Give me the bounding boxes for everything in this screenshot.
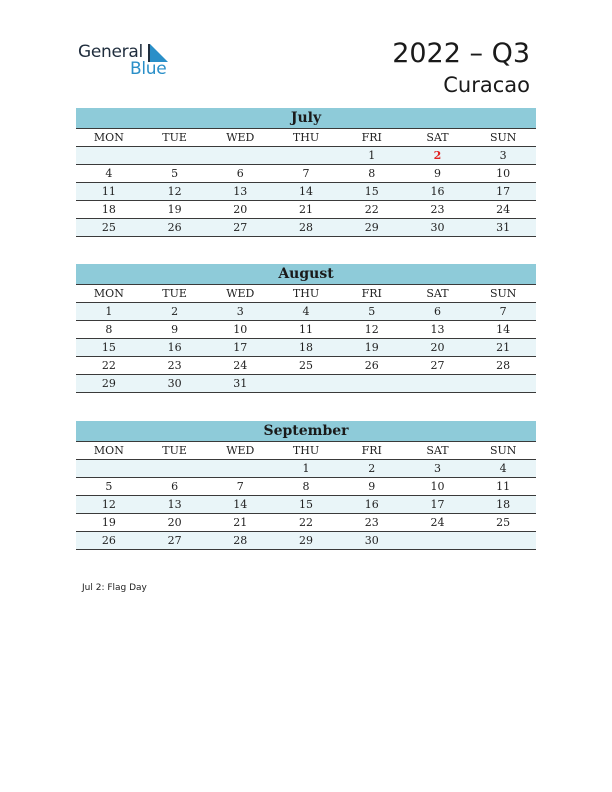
day-cell [470,532,536,549]
day-cell: 23 [364,516,379,529]
day-cell: 25 [496,516,511,529]
day-cell: 12 [167,185,182,198]
day-cell [273,147,339,164]
day-cell: 10 [496,167,511,180]
day-cell: 5 [105,480,113,493]
day-cell: 28 [299,221,314,234]
weeks-container [76,303,536,393]
day-cell [207,147,273,164]
day-cell: 1 [302,462,310,475]
weekday-label: SUN [489,131,517,144]
weekday-header-row [76,128,536,147]
day-cell: 22 [101,359,116,372]
day-cell: 13 [233,185,248,198]
day-cell: 12 [101,498,116,511]
weekday-label: SUN [489,287,517,300]
day-cell: 29 [101,377,116,390]
week-row [76,496,536,514]
day-cell: 21 [496,341,511,354]
weekday-label: SAT [426,131,449,144]
day-cell: 26 [364,359,379,372]
day-cell: 28 [233,534,248,547]
day-cell: 4 [105,167,113,180]
weekday-label: FRI [361,131,382,144]
logo-text-blue: Blue [130,59,167,79]
day-cell [470,375,536,392]
day-cell: 10 [233,323,248,336]
day-cell [273,375,339,392]
day-cell: 23 [430,203,445,216]
day-cell: 1 [368,149,376,162]
day-cell: 16 [430,185,445,198]
week-row [76,183,536,201]
month-september [76,421,536,550]
day-cell: 14 [299,185,314,198]
day-cell: 22 [299,516,314,529]
day-cell: 14 [233,498,248,511]
day-cell: 9 [368,480,376,493]
day-cell: 9 [171,323,179,336]
weekday-label: MON [93,287,124,300]
day-cell: 25 [299,359,314,372]
day-cell: 5 [171,167,179,180]
day-cell: 17 [233,341,248,354]
week-row [76,375,536,393]
day-cell: 8 [368,167,376,180]
day-cell: 23 [167,359,182,372]
day-cell: 27 [233,221,248,234]
day-cell: 11 [496,480,511,493]
day-cell: 18 [101,203,116,216]
week-row [76,201,536,219]
day-cell: 11 [299,323,314,336]
day-cell: 11 [101,185,116,198]
day-cell: 28 [496,359,511,372]
week-row [76,339,536,357]
day-cell: 8 [302,480,310,493]
month-august [76,264,536,393]
weekday-label: SUN [489,444,517,457]
day-cell: 17 [430,498,445,511]
day-cell [142,147,208,164]
day-cell: 6 [236,167,244,180]
day-cell [142,460,208,477]
day-cell: 15 [364,185,379,198]
month-title: July [76,108,536,128]
day-cell: 25 [101,221,116,234]
generalblue-logo [78,40,178,80]
week-row [76,321,536,339]
weekday-label: FRI [361,444,382,457]
day-cell: 6 [171,480,179,493]
weekday-label: WED [226,131,255,144]
day-cell: 2 [171,305,179,318]
day-cell: 8 [105,323,113,336]
weekday-label: WED [226,444,255,457]
day-cell: 7 [499,305,507,318]
week-row [76,219,536,237]
day-cell: 6 [433,305,441,318]
weekday-label: TUE [162,287,187,300]
day-cell [76,460,142,477]
weekday-label: FRI [361,287,382,300]
week-row [76,165,536,183]
week-row [76,514,536,532]
day-cell: 20 [233,203,248,216]
day-cell: 16 [167,341,182,354]
month-title: September [76,421,536,441]
week-row [76,532,536,550]
month-title: August [76,264,536,284]
day-cell: 7 [302,167,310,180]
day-cell: 15 [101,341,116,354]
day-cell: 18 [299,341,314,354]
day-cell: 31 [233,377,248,390]
day-cell: 5 [368,305,376,318]
day-cell: 24 [496,203,511,216]
day-cell: 30 [364,534,379,547]
day-cell: 10 [430,480,445,493]
day-cell: 4 [499,462,507,475]
weeks-container [76,460,536,550]
day-cell: 24 [430,516,445,529]
day-cell: 30 [167,377,182,390]
day-cell: 2 [368,462,376,475]
page-title: 2022 – Q3 [392,38,530,69]
day-cell: 3 [499,149,507,162]
day-cell: 29 [364,221,379,234]
day-cell: 26 [101,534,116,547]
day-cell: 13 [430,323,445,336]
day-cell: 15 [299,498,314,511]
month-july [76,108,536,237]
weekday-header-row [76,441,536,460]
day-cell: 18 [496,498,511,511]
weekday-label: MON [93,444,124,457]
day-cell: 21 [233,516,248,529]
day-cell: 27 [430,359,445,372]
day-cell: 19 [167,203,182,216]
day-cell: 20 [430,341,445,354]
day-cell: 16 [364,498,379,511]
page-subtitle: Curacao [443,73,530,97]
weekday-label: THU [292,287,320,300]
day-cell: 3 [236,305,244,318]
day-cell: 29 [299,534,314,547]
day-cell [405,375,471,392]
weekday-label: THU [292,131,320,144]
day-cell: 19 [101,516,116,529]
weeks-container [76,147,536,237]
day-cell [339,375,405,392]
weekday-label: SAT [426,444,449,457]
week-row [76,303,536,321]
day-cell: 26 [167,221,182,234]
day-cell: 4 [302,305,310,318]
day-cell: 19 [364,341,379,354]
week-row [76,460,536,478]
logo-text-general: General [78,42,143,62]
week-row [76,478,536,496]
day-cell [207,460,273,477]
day-cell: 31 [496,221,511,234]
day-cell: 13 [167,498,182,511]
day-cell: 3 [433,462,441,475]
day-cell: 9 [433,167,441,180]
day-cell: 27 [167,534,182,547]
weekday-label: THU [292,444,320,457]
week-row [76,147,536,165]
day-cell: 1 [105,305,113,318]
holiday-day-cell: 2 [433,149,442,162]
weekday-label: MON [93,131,124,144]
day-cell: 7 [236,480,244,493]
day-cell: 17 [496,185,511,198]
day-cell: 30 [430,221,445,234]
weekday-label: WED [226,287,255,300]
day-cell [405,532,471,549]
week-row [76,357,536,375]
day-cell: 22 [364,203,379,216]
day-cell: 21 [299,203,314,216]
weekday-label: SAT [426,287,449,300]
weekday-label: TUE [162,444,187,457]
holiday-note: Jul 2: Flag Day [82,583,147,593]
day-cell: 20 [167,516,182,529]
holiday-notes [82,583,147,593]
day-cell: 24 [233,359,248,372]
weekday-label: TUE [162,131,187,144]
weekday-header-row [76,284,536,303]
day-cell [76,147,142,164]
day-cell: 14 [496,323,511,336]
day-cell: 12 [364,323,379,336]
